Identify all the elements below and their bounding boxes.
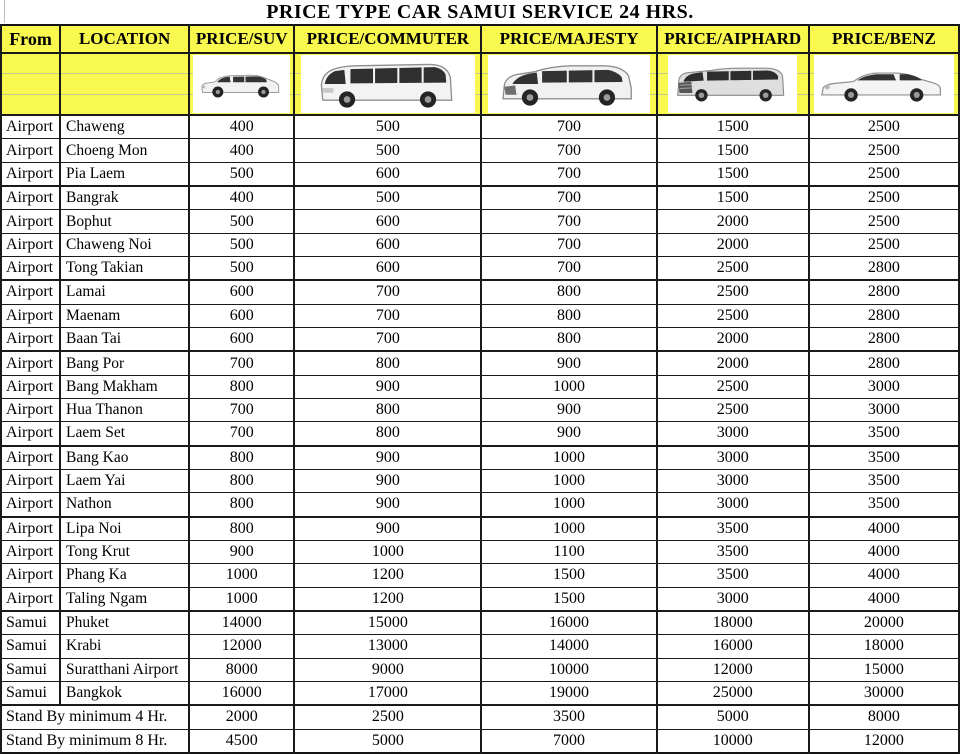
from-cell: Samui (1, 658, 60, 681)
table-row (1, 587, 959, 611)
price-cell: 800 (189, 469, 294, 492)
price-cell: 1500 (481, 564, 656, 587)
price-cell: 1000 (481, 493, 656, 517)
price-cell: 3500 (809, 493, 959, 517)
price-cell: 700 (481, 233, 656, 256)
price-cell: 1000 (294, 540, 481, 563)
table-row (1, 327, 959, 351)
price-cell: 12000 (657, 658, 809, 681)
table-row (1, 681, 959, 705)
location-cell: Pia Laem (60, 162, 189, 186)
price-cell: 3500 (481, 705, 656, 729)
price-cell: 500 (189, 256, 294, 280)
price-cell: 900 (189, 540, 294, 563)
from-cell: Airport (1, 469, 60, 492)
location-cell: Chaweng Noi (60, 233, 189, 256)
price-cell: 2000 (657, 210, 809, 233)
commuter-photo-cell (294, 53, 481, 115)
price-cell: 3500 (657, 540, 809, 563)
majesty-photo-cell (481, 53, 656, 115)
price-cell: 500 (189, 233, 294, 256)
price-cell: 700 (481, 186, 656, 210)
from-cell: Airport (1, 139, 60, 162)
price-cell: 1000 (481, 375, 656, 398)
from-cell: Samui (1, 635, 60, 658)
price-cell: 2500 (657, 304, 809, 327)
price-cell: 4000 (809, 564, 959, 587)
alphard-van-icon (671, 57, 795, 111)
price-cell: 700 (189, 398, 294, 421)
price-cell: 1000 (481, 517, 656, 541)
location-cell: Lamai (60, 280, 189, 304)
price-cell: 25000 (657, 681, 809, 705)
price-cell: 900 (294, 469, 481, 492)
from-cell: Airport (1, 304, 60, 327)
price-cell: 800 (189, 446, 294, 470)
location-cell: Choeng Mon (60, 139, 189, 162)
from-cell: Airport (1, 327, 60, 351)
vehicle-image-row (1, 53, 959, 115)
price-cell: 2500 (294, 705, 481, 729)
price-cell: 12000 (189, 635, 294, 658)
standby-label: Stand By minimum 8 Hr. (1, 729, 189, 753)
location-cell: Laem Yai (60, 469, 189, 492)
price-cell: 2500 (657, 280, 809, 304)
header-location: LOCATION (60, 25, 189, 53)
price-cell: 15000 (809, 658, 959, 681)
alphard-photo-cell (657, 53, 809, 115)
price-cell: 500 (294, 139, 481, 162)
price-cell: 16000 (657, 635, 809, 658)
price-cell: 1500 (657, 186, 809, 210)
price-cell: 600 (294, 210, 481, 233)
table-row (1, 611, 959, 635)
price-cell: 700 (481, 162, 656, 186)
from-cell: Samui (1, 611, 60, 635)
price-cell: 16000 (481, 611, 656, 635)
suv-car-icon (195, 57, 288, 111)
benz-photo-cell (809, 53, 959, 115)
price-cell: 2000 (189, 705, 294, 729)
location-cell: Lipa Noi (60, 517, 189, 541)
price-cell: 1000 (189, 587, 294, 611)
price-cell: 600 (189, 304, 294, 327)
header-price-suv: PRICE/SUV (189, 25, 294, 53)
table-row (1, 493, 959, 517)
price-cell: 14000 (189, 611, 294, 635)
price-cell: 1000 (481, 469, 656, 492)
table-row (1, 162, 959, 186)
price-cell: 13000 (294, 635, 481, 658)
majesty-van-image (488, 55, 651, 113)
price-cell: 2500 (809, 186, 959, 210)
location-cell: Nathon (60, 493, 189, 517)
price-cell: 1500 (481, 587, 656, 611)
price-cell: 400 (189, 139, 294, 162)
from-cell: Airport (1, 540, 60, 563)
empty-from-cell (1, 53, 60, 115)
price-cell: 900 (294, 446, 481, 470)
price-cell: 4500 (189, 729, 294, 753)
price-cell: 3000 (657, 493, 809, 517)
price-cell: 900 (481, 422, 656, 446)
price-cell: 3500 (657, 517, 809, 541)
suv-car-image (193, 55, 290, 113)
table-row (1, 210, 959, 233)
price-cell: 800 (481, 327, 656, 351)
price-cell: 20000 (809, 611, 959, 635)
location-cell: Bangkok (60, 681, 189, 705)
from-cell: Airport (1, 564, 60, 587)
price-cell: 2800 (809, 327, 959, 351)
from-cell: Airport (1, 351, 60, 375)
location-cell: Bang Makham (60, 375, 189, 398)
price-cell: 16000 (189, 681, 294, 705)
header-row (1, 25, 959, 53)
price-cell: 18000 (657, 611, 809, 635)
price-cell: 2500 (809, 115, 959, 139)
price-cell: 5000 (294, 729, 481, 753)
price-cell: 1500 (657, 162, 809, 186)
price-cell: 600 (294, 256, 481, 280)
table-row (1, 658, 959, 681)
location-cell: Laem Set (60, 422, 189, 446)
price-cell: 800 (189, 493, 294, 517)
price-cell: 800 (294, 422, 481, 446)
price-cell: 700 (294, 304, 481, 327)
location-cell: Tong Krut (60, 540, 189, 563)
gridline-stub (4, 0, 5, 23)
price-cell: 700 (189, 351, 294, 375)
from-cell: Airport (1, 587, 60, 611)
benz-sedan-icon (817, 57, 951, 111)
price-cell: 900 (294, 493, 481, 517)
table-row (1, 540, 959, 563)
price-cell: 18000 (809, 635, 959, 658)
location-cell: Bangrak (60, 186, 189, 210)
price-cell: 2800 (809, 351, 959, 375)
price-cell: 2500 (657, 398, 809, 421)
from-cell: Airport (1, 375, 60, 398)
from-cell: Airport (1, 280, 60, 304)
table-row (1, 398, 959, 421)
from-cell: Airport (1, 493, 60, 517)
price-cell: 3000 (657, 587, 809, 611)
price-cell: 12000 (809, 729, 959, 753)
price-cell: 14000 (481, 635, 656, 658)
title-bar (0, 0, 960, 24)
table-row (1, 729, 959, 753)
price-cell: 500 (189, 162, 294, 186)
price-cell: 500 (294, 115, 481, 139)
location-cell: Bang Kao (60, 446, 189, 470)
price-cell: 2500 (657, 256, 809, 280)
price-cell: 8000 (189, 658, 294, 681)
table-row (1, 705, 959, 729)
price-cell: 800 (294, 398, 481, 421)
table-row (1, 564, 959, 587)
price-cell: 8000 (809, 705, 959, 729)
price-cell: 2800 (809, 304, 959, 327)
header-price-commuter: PRICE/COMMUTER (294, 25, 481, 53)
table-row (1, 233, 959, 256)
price-cell: 2000 (657, 351, 809, 375)
header-from: From (1, 25, 60, 53)
table-row (1, 256, 959, 280)
price-cell: 1500 (657, 139, 809, 162)
price-cell: 400 (189, 186, 294, 210)
table-row (1, 635, 959, 658)
price-cell: 600 (294, 233, 481, 256)
table-row (1, 469, 959, 492)
price-cell: 700 (294, 327, 481, 351)
price-cell: 1100 (481, 540, 656, 563)
price-cell: 600 (294, 162, 481, 186)
header-price-aiphard: PRICE/AIPHARD (657, 25, 809, 53)
location-cell: Phuket (60, 611, 189, 635)
price-cell: 800 (189, 517, 294, 541)
from-cell: Airport (1, 115, 60, 139)
price-cell: 900 (294, 375, 481, 398)
price-cell: 3500 (809, 422, 959, 446)
table-row (1, 115, 959, 139)
price-cell: 1500 (657, 115, 809, 139)
price-cell: 2000 (657, 327, 809, 351)
price-cell: 600 (189, 280, 294, 304)
location-cell: Phang Ka (60, 564, 189, 587)
price-cell: 15000 (294, 611, 481, 635)
price-cell: 30000 (809, 681, 959, 705)
price-cell: 800 (481, 304, 656, 327)
commuter-van-icon (304, 57, 471, 111)
price-cell: 500 (189, 210, 294, 233)
price-cell: 500 (294, 186, 481, 210)
location-cell: Baan Tai (60, 327, 189, 351)
table-row (1, 139, 959, 162)
from-cell: Airport (1, 398, 60, 421)
standby-label: Stand By minimum 4 Hr. (1, 705, 189, 729)
price-table (0, 24, 960, 754)
price-cell: 3500 (809, 446, 959, 470)
price-cell: 2800 (809, 256, 959, 280)
table-row (1, 446, 959, 470)
price-cell: 4000 (809, 517, 959, 541)
from-cell: Airport (1, 210, 60, 233)
price-cell: 3000 (657, 446, 809, 470)
from-cell: Airport (1, 186, 60, 210)
table-row (1, 304, 959, 327)
price-cell: 800 (294, 351, 481, 375)
price-cell: 3000 (809, 375, 959, 398)
from-cell: Airport (1, 233, 60, 256)
location-cell: Maenam (60, 304, 189, 327)
price-cell: 3000 (657, 469, 809, 492)
alphard-van-image (668, 55, 797, 113)
price-cell: 2000 (657, 233, 809, 256)
price-cell: 700 (189, 422, 294, 446)
price-cell: 900 (481, 398, 656, 421)
price-cell: 5000 (657, 705, 809, 729)
table-row (1, 517, 959, 541)
commuter-van-image (301, 55, 475, 113)
location-cell: Hua Thanon (60, 398, 189, 421)
table-row (1, 186, 959, 210)
from-cell: Airport (1, 446, 60, 470)
price-cell: 600 (189, 327, 294, 351)
price-cell: 1000 (481, 446, 656, 470)
price-cell: 3500 (809, 469, 959, 492)
price-cell: 700 (481, 210, 656, 233)
price-cell: 2500 (809, 210, 959, 233)
price-cell: 3000 (809, 398, 959, 421)
price-cell: 800 (189, 375, 294, 398)
price-cell: 800 (481, 280, 656, 304)
price-cell: 10000 (657, 729, 809, 753)
price-cell: 3000 (657, 422, 809, 446)
from-cell: Airport (1, 422, 60, 446)
price-cell: 7000 (481, 729, 656, 753)
table-row (1, 351, 959, 375)
table-row (1, 422, 959, 446)
from-cell: Airport (1, 256, 60, 280)
price-cell: 19000 (481, 681, 656, 705)
from-cell: Samui (1, 681, 60, 705)
location-cell: Chaweng (60, 115, 189, 139)
price-cell: 1200 (294, 587, 481, 611)
from-cell: Airport (1, 162, 60, 186)
price-cell: 2500 (809, 139, 959, 162)
header-price-majesty: PRICE/MAJESTY (481, 25, 656, 53)
price-cell: 3500 (657, 564, 809, 587)
price-cell: 2500 (657, 375, 809, 398)
price-cell: 700 (481, 139, 656, 162)
majesty-van-icon (491, 57, 647, 111)
price-cell: 400 (189, 115, 294, 139)
table-row (1, 375, 959, 398)
suv-photo-cell (189, 53, 294, 115)
price-cell: 700 (294, 280, 481, 304)
benz-sedan-image (814, 55, 953, 113)
price-cell: 2500 (809, 162, 959, 186)
empty-location-cell (60, 53, 189, 115)
page-title: PRICE TYPE CAR SAMUI SERVICE 24 HRS. (266, 1, 694, 23)
price-cell: 10000 (481, 658, 656, 681)
location-cell: Tong Takian (60, 256, 189, 280)
table-row (1, 280, 959, 304)
price-cell: 4000 (809, 540, 959, 563)
price-cell: 2800 (809, 280, 959, 304)
price-cell: 1200 (294, 564, 481, 587)
price-cell: 700 (481, 256, 656, 280)
price-cell: 2500 (809, 233, 959, 256)
price-cell: 4000 (809, 587, 959, 611)
location-cell: Bophut (60, 210, 189, 233)
price-cell: 900 (294, 517, 481, 541)
location-cell: Suratthani Airport (60, 658, 189, 681)
price-cell: 900 (481, 351, 656, 375)
location-cell: Krabi (60, 635, 189, 658)
price-cell: 17000 (294, 681, 481, 705)
location-cell: Taling Ngam (60, 587, 189, 611)
location-cell: Bang Por (60, 351, 189, 375)
price-cell: 9000 (294, 658, 481, 681)
price-cell: 1000 (189, 564, 294, 587)
from-cell: Airport (1, 517, 60, 541)
header-price-benz: PRICE/BENZ (809, 25, 959, 53)
price-cell: 700 (481, 115, 656, 139)
